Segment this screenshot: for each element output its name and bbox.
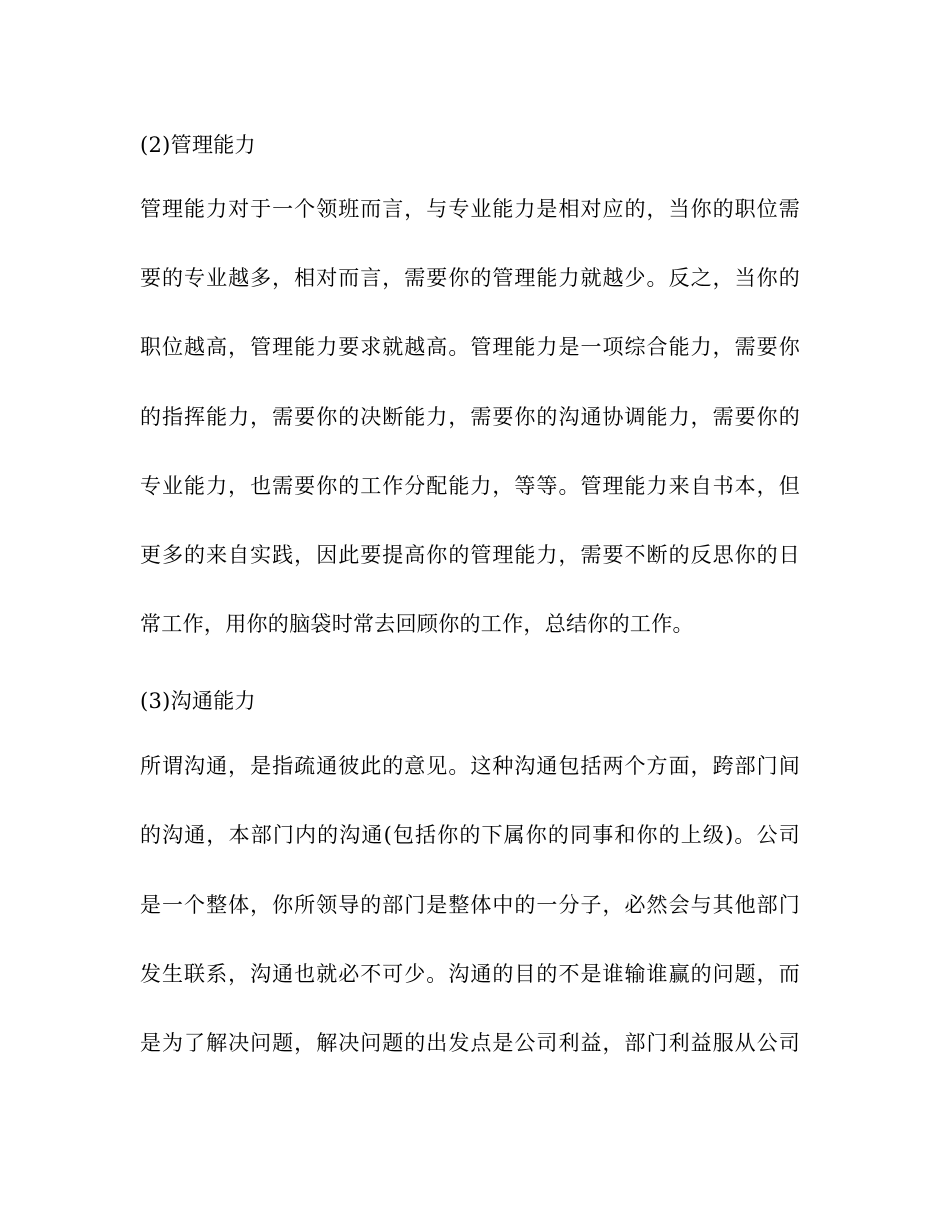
paragraph-line: 的指挥能力，需要你的决断能力，需要你的沟通协调能力，需要你的	[140, 405, 800, 429]
paragraph-line: 更多的来自实践，因此要提高你的管理能力，需要不断的反思你的日	[140, 543, 800, 567]
paragraph-line: 常工作，用你的脑袋时常去回顾你的工作，总结你的工作。	[140, 612, 694, 636]
paragraph-line: 是一个整体，你所领导的部门是整体中的一分子，必然会与其他部门	[140, 893, 800, 917]
section-heading-communication: (3)沟通能力	[140, 689, 256, 713]
paragraph-line: 的沟通，本部门内的沟通(包括你的下属你的同事和你的上级)。公司	[140, 823, 800, 847]
paragraph-line: 职位越高，管理能力要求就越高。管理能力是一项综合能力，需要你	[140, 335, 800, 359]
paragraph-line: 专业能力，也需要你的工作分配能力，等等。管理能力来自书本，但	[140, 474, 800, 498]
paragraph-line: 是为了解决问题，解决问题的出发点是公司利益，部门利益服从公司	[140, 1031, 800, 1055]
paragraph-line: 管理能力对于一个领班而言，与专业能力是相对应的，当你的职位需	[140, 197, 800, 221]
paragraph-line: 所谓沟通，是指疏通彼此的意见。这种沟通包括两个方面，跨部门间	[140, 754, 800, 778]
paragraph-line: 发生联系，沟通也就必不可少。沟通的目的不是谁输谁赢的问题，而	[140, 962, 800, 986]
paragraph-line: 要的专业越多，相对而言，需要你的管理能力就越少。反之，当你的	[140, 266, 800, 290]
section-heading-management: (2)管理能力	[140, 133, 256, 157]
